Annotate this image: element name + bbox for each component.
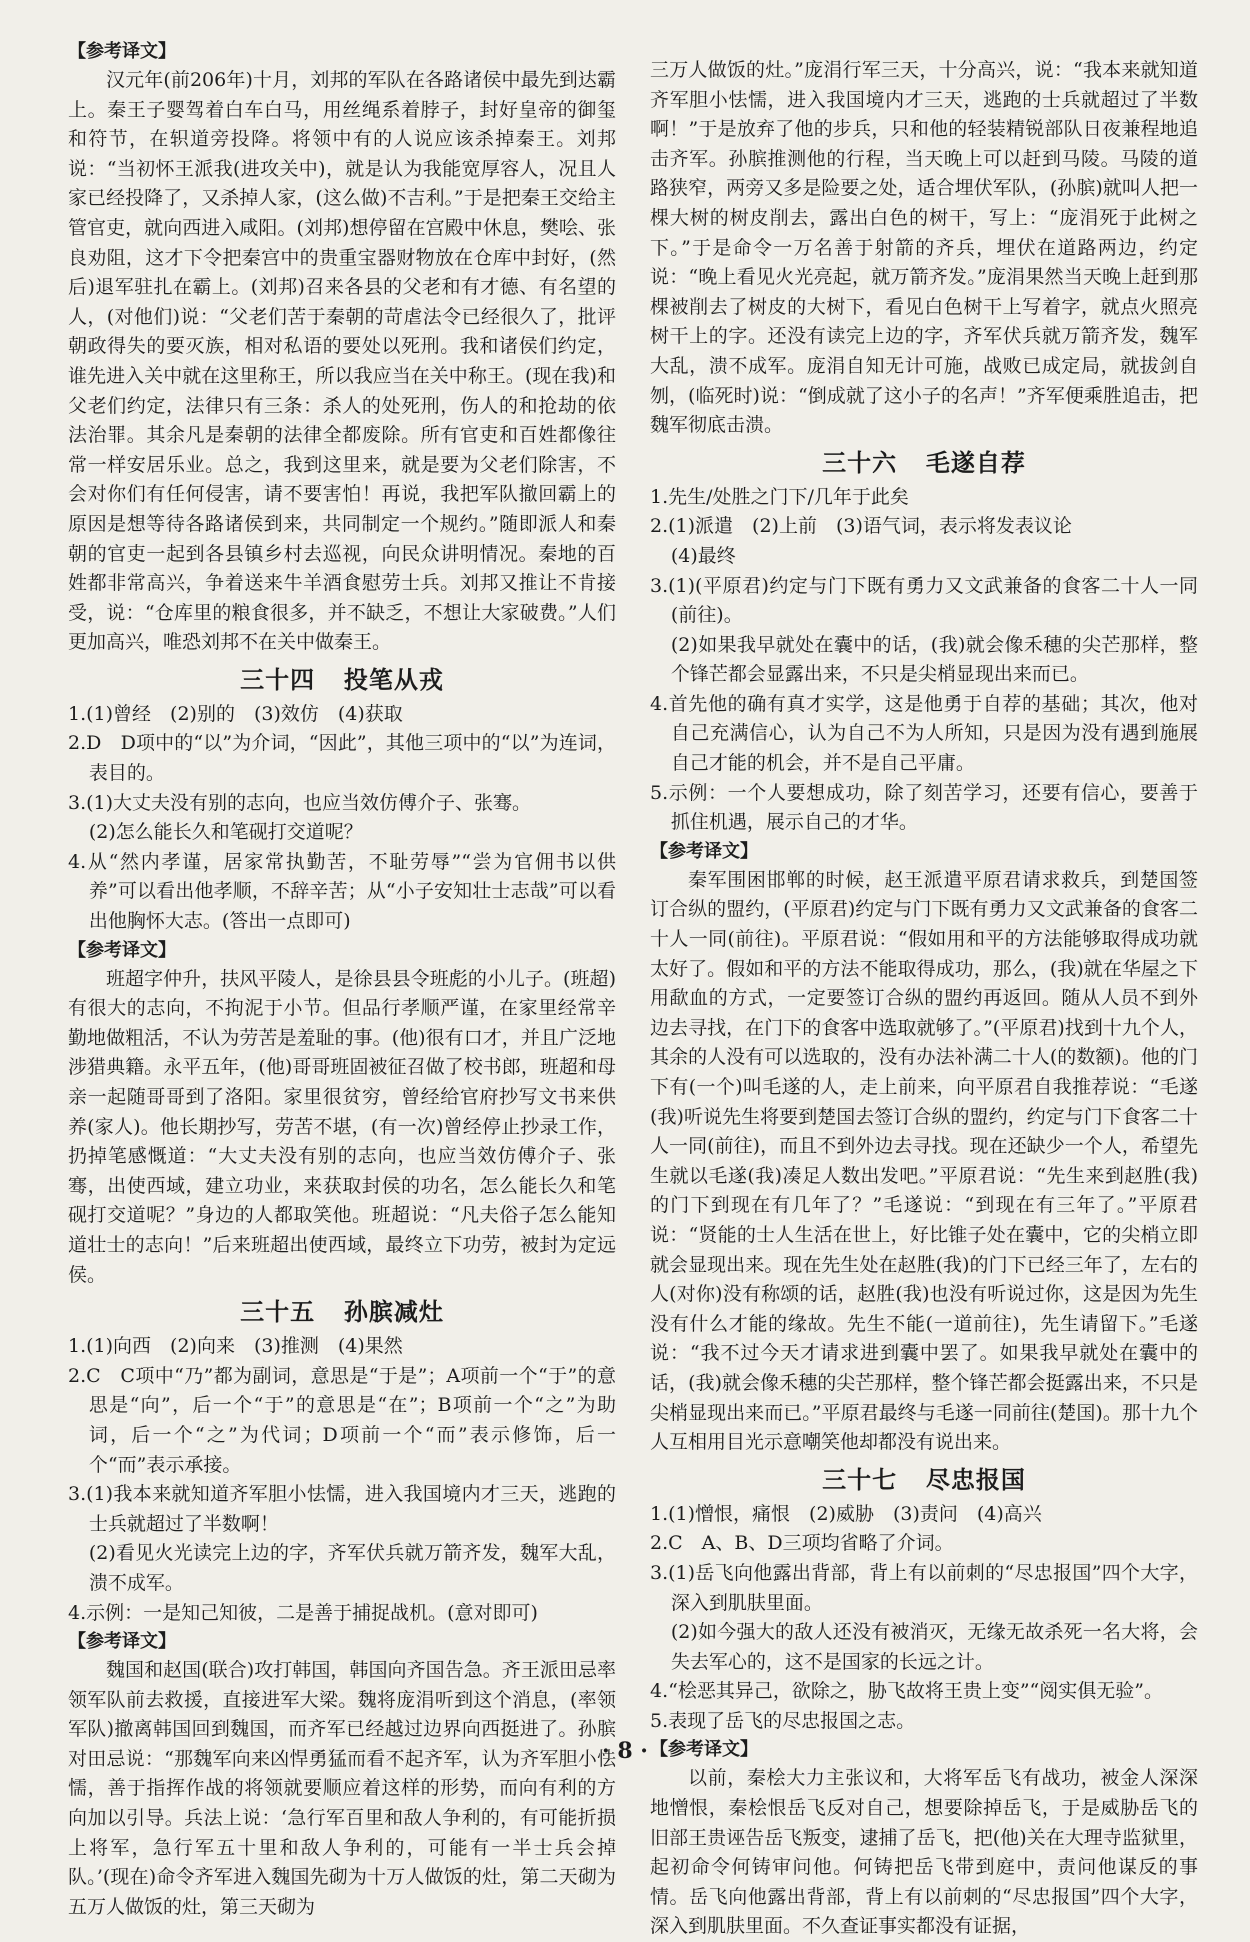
section-number: 三十六 (822, 448, 898, 477)
section-heading (650, 1462, 1198, 1498)
translation-text: 三万人做饭的灶。”庞涓行军三天，十分高兴，说：“我本来就知道齐军胆小怯懦，进入我国境内才三天，逃跑的士兵就超过了半数啊！”于是放弃了他的步兵，只和他的轻装精锐部队日夜兼程地追击齐军。孙膑推测他的行程，当天晚上可以赶到马陵。马陵的道路狭窄，两旁又多是险要之处，适合埋伏军队，(孙膑)就叫人把一棵大树的树皮削去，露出白色的树干，写上：“庞涓死于此树之下。”于是命令一万名善于射箭的齐兵，埋伏在道路两边，约定说：“晚上看见火光亮起，就万箭齐发。”庞涓果然当天晚上赶到那棵被削去了树皮的大树下，看见白色树干上写着字，就点火照亮树干上的字。还没有读完上边的字，齐军伏兵就万箭齐发，魏军大乱，溃不成军。庞涓自知无计可施，战败已成定局，就拔剑自刎，(临死时)说：“倒成就了这小子的名声！”齐军便乘胜追击，把魏军彻底击溃。 (650, 59, 1198, 437)
translation-tag: 【参考译文】 (650, 840, 758, 862)
section-heading (68, 662, 616, 698)
translation-text: 以前，秦桧大力主张议和，大将军岳飞有战功，被金人深深地憎恨，秦桧恨岳飞反对自己，想要除掉岳飞，于是威胁岳飞的旧部王贵诬告岳飞叛变，逮捕了岳飞，把(他)关在大理寺监狱里，起初命令何铸审问他。何铸把岳飞带到庭中，责问他谋反的事情。岳飞向他露出背部，背上有以前刺的“尽忠报国”四个大字，深入到肌肤里面。不久查证事实都没有证据， (650, 1767, 1198, 1938)
section-number: 三十七 (822, 1465, 898, 1494)
section-title: 孙膑减灶 (343, 1298, 444, 1327)
answer-item: (4)最终 (670, 544, 736, 567)
answer-item: 2.D D项中的“以”为介词，“因此”，其他三项中的“以”为连词，表目的。 (68, 732, 616, 785)
answer-item: 4.从“然内孝谨，居家常执勤苦，不耻劳辱”“尝为官佣书以供养”可以看出他孝顺，不辞辛苦；从“小子安知壮士志哉”可以看出他胸怀大志。(答出一点即可) (68, 850, 616, 933)
page-number: · 8 · (602, 1738, 648, 1764)
answer-item: 3.(1)我本来就知道齐军胆小怯懦，进入我国境内才三天，逃跑的士兵就超过了半数啊！ (68, 1483, 616, 1535)
answer-item: 4.“桧恶其异己，欲除之，胁飞故将王贵上变”“阅实俱无验”。 (650, 1680, 1163, 1703)
translation-text: 班超字仲升，扶风平陵人，是徐县县令班彪的小儿子。(班超)有很大的志向，不拘泥于小节。但品行孝顺严谨，在家里经常辛勤地做粗活，不认为劳苦是羞耻的事。(他)很有口才，并且广泛地涉猎典籍。永平五年，(他)哥哥班固被征召做了校书郎，班超和母亲一起随哥哥到了洛阳。家里很贫穷，曾经给官府抄写文书来供养(家人)。他长期抄写，劳苦不堪，(有一次)曾经停止抄录工作，扔掉笔感慨道：“大丈夫没有别的志向，也应当效仿傅介子、张骞，出使西域，建立功业，来获取封侯的功名，怎么能长久和笔砚打交道呢？”身边的人都取笑他。班超说：“凡夫俗子怎么能知道壮士的志向！”后来班超出使西域，最终立下功劳，被封为定远侯。 (68, 967, 616, 1286)
answer-item: (2)如今强大的敌人还没有被消灭，无缘无故杀死一名大将，会失去军心的，这不是国家的长远之计。 (670, 1621, 1198, 1673)
answer-item: 1.(1)曾经 (2)别的 (3)效仿 (4)获取 (68, 702, 403, 725)
answer-item: 2.(1)派遣 (2)上前 (3)语气词，表示将发表议论 (650, 515, 1072, 538)
answer-item: 5.表现了岳飞的尽忠报国之志。 (650, 1709, 916, 1732)
answer-item: 3.(1)(平原君)约定与门下既有勇力又文武兼备的食客二十人一同(前往)。 (650, 574, 1198, 627)
section-number: 三十五 (240, 1298, 316, 1327)
answer-item: 4.示例：一是知己知彼，二是善于捕捉战机。(意对即可) (68, 1601, 538, 1624)
answer-item: 1.先生/处胜之门下/几年于此矣 (650, 485, 909, 508)
translation-tag: 【参考译文】 (650, 1739, 758, 1761)
translation-tag: 【参考译文】 (68, 41, 176, 62)
section-title: 尽忠报国 (925, 1465, 1026, 1494)
answer-item: (2)看见火光读完上边的字，齐军伏兵就万箭齐发，魏军大乱，溃不成军。 (88, 1542, 616, 1594)
section-heading (650, 445, 1198, 481)
translation-tag: 【参考译文】 (68, 939, 176, 961)
right-column (650, 56, 1198, 1942)
answer-item: 2.C A、B、D三项均省略了介词。 (650, 1532, 954, 1555)
section-number: 三十四 (240, 665, 316, 694)
answer-item: 1.(1)向西 (2)向来 (3)推测 (4)果然 (68, 1335, 403, 1358)
answer-item: 3.(1)岳飞向他露出背部，背上有以前刺的“尽忠报国”四个大字，深入到肌肤里面。 (650, 1561, 1198, 1614)
answer-item: 3.(1)大丈夫没有别的志向，也应当效仿傅介子、张骞。 (68, 791, 532, 814)
section-heading (68, 1294, 616, 1330)
answer-item: 1.(1)憎恨，痛恨 (2)威胁 (3)责问 (4)高兴 (650, 1502, 1042, 1525)
section-title: 毛遂自荐 (925, 448, 1026, 477)
translation-tag: 【参考译文】 (68, 1631, 176, 1653)
answer-item: 5.示例：一个人要想成功，除了刻苦学习，还要有信心，要善于抓住机遇，展示自己的才华。 (650, 781, 1198, 834)
translation-text: 魏国和赵国(联合)攻打韩国，韩国向齐国告急。齐王派田忌率领军队前去救援，直接进军大梁。魏将庞涓听到这个消息，(率领军队)撤离韩国回到魏国，而齐军已经越过边界向西挺进了。孙膑对田忌说：“那魏军向来凶悍勇猛而看不起齐军，认为齐军胆小怯懦，善于指挥作战的将领就要顺应着这样的形势，而向有利的方向加以引导。兵法上说：‘急行军百里和敌人争利的，有可能折损上将军，急行军五十里和敌人争利的，可能有一半士兵会掉队。’(现在)命令齐军进入魏国先砌为十万人做饭的灶，第二天砌为五万人做饭的灶，第三天砌为 (68, 1659, 616, 1918)
answer-item: 2.C C项中“乃”都为副词，意思是“于是”；A项前一个“于”的意思是“向”，后一个“于”的意思是“在”；B项前一个“之”为助词，后一个“之”为代词；D项前一个“而”表示修饰，后一个“而”表示承接。 (68, 1364, 616, 1476)
answer-item: (2)如果我早就处在囊中的话，(我)就会像禾穗的尖芒那样，整个锋芒都会显露出来，不只是尖梢显现出来而已。 (670, 633, 1198, 686)
left-column (68, 38, 616, 1922)
section-title: 投笔从戎 (343, 665, 444, 694)
translation-text: 汉元年(前206年)十月，刘邦的军队在各路诸侯中最先到达霸上。秦王子婴驾着白车白马，用丝绳系着脖子，封好皇帝的御玺和符节，在轵道旁投降。将领中有的人说应该杀掉秦王。刘邦说：“当初怀王派我(进攻关中)，就是认为我能宽厚容人，况且人家已经投降了，又杀掉人家，(这么做)不吉利。”于是把秦王交给主管官吏，就向西进入咸阳。(刘邦)想停留在宫殿中休息，樊哙、张良劝阻，这才下令把秦宫中的贵重宝器财物放在仓库中封好，(然后)退军驻扎在霸上。(刘邦)召来各县的父老和有才德、有名望的人，(对他们)说：“父老们苦于秦朝的苛虐法令已经很久了，批评朝政得失的要灭族，相对私语的要处以死刑。我和诸侯们约定，谁先进入关中就在这里称王，所以我应当在关中称王。(现在我)和父老们约定，法律只有三条：杀人的处死刑，伤人的和抢劫的依法治罪。其余凡是秦朝的法律全都废除。所有官吏和百姓都像往常一样安居乐业。总之，我到这里来，就是要为父老们除害，不会对你们有任何侵害，请不要害怕！再说，我把军队撤回霸上的原因是想等待各路诸侯到来，共同制定一个规约。”随即派人和秦朝的官吏一起到各县镇乡村去巡视，向民众讲明情况。秦地的百姓都非常高兴，争着送来牛羊酒食慰劳士兵。刘邦又推让不肯接受，说：“仓库里的粮食很多，并不缺乏，不想让大家破费。”人们更加高兴，唯恐刘邦不在关中做秦王。 (68, 69, 616, 654)
translation-text: 秦军围困邯郸的时候，赵王派遣平原君请求救兵，到楚国签订合纵的盟约，(平原君)约定与门下既有勇力又文武兼备的食客二十人一同(前往)。平原君说：“假如用和平的方法能够取得成功就太好了。假如和平的方法不能取得成功，那么，(我)就在华屋之下用歃血的方式，一定要签订合纵的盟约再返回。随从人员不到外边去寻找，在门下的食客中选取就够了。”(平原君)找到十九个人，其余的人没有可以选取的，没有办法补满二十人(的数额)。他的门下有(一个)叫毛遂的人，走上前来，向平原君自我推荐说：“毛遂(我)听说先生将要到楚国去签订合纵的盟约，约定与门下食客二十人一同(前往)，而且不到外边去寻找。现在还缺少一个人，希望先生就以毛遂(我)凑足人数出发吧。”平原君说：“先生来到赵胜(我)的门下到现在有几年了？”毛遂说：“到现在有三年了。”平原君说：“贤能的士人生活在世上，好比锥子处在囊中，它的尖梢立即就会显现出来。现在先生处在赵胜(我)的门下已经三年了，左右的人(对你)没有称颂的话，赵胜(我)也没有听说过你，这是因为先生没有什么才能的缘故。先生不能(一道前往)，先生请留下。”毛遂说：“我不过今天才请求进到囊中罢了。如果我早就处在囊中的话，(我)就会像禾穗的尖芒那样，整个锋芒都会挺露出来，不只是尖梢显现出来而已。”平原君最终与毛遂一同前往(楚国)。那十九个人互相用目光示意嘲笑他却都没有说出来。 (650, 868, 1198, 1454)
answer-item: (2)怎么能长久和笔砚打交道呢？ (88, 821, 363, 844)
answer-item: 4.首先他的确有真才实学，这是他勇于自荐的基础；其次，他对自己充满信心，认为自己不为人所知，只是因为没有遇到施展自己才能的机会，并不是自己平庸。 (650, 692, 1198, 775)
